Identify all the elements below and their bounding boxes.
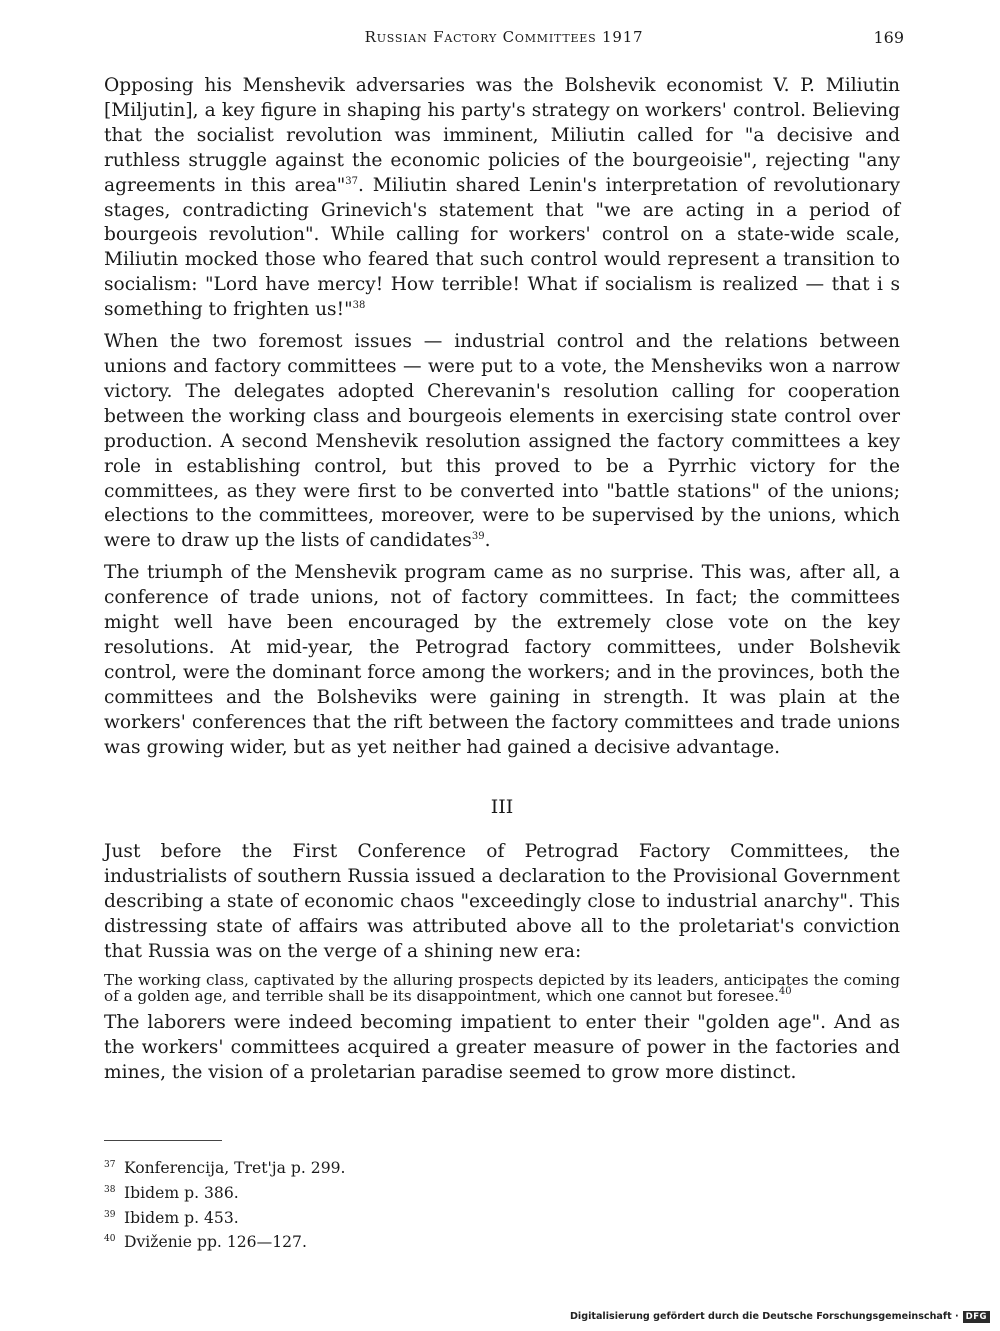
- running-header: [104, 28, 904, 52]
- paragraph-3: The triumph of the Menshevik program came as no surprise. This was, after all, a conference of trade unions, not of factory committees. In fact; the committees might well have been encouraged by the extremely close vote on the key resolutions. At mid-year, the Petrograd factory committees, under Bolshevik control, were the dominant force among the workers; and in the provinces, both the committees and the Bolsheviks were gaining in strength. It was plain at the workers' conferences that the rift between the factory committees and trade unions was growing wider, but as yet neither had gained a decisive advantage.: [104, 562, 900, 758]
- main-text: [104, 74, 900, 1093]
- paragraph-2: [104, 330, 900, 554]
- paragraph-1-text-b: . Miliutin shared Lenin's interpretation of revolutionary stages, contradicting Grinevich's statement that "we are acting in a period of bourgeois revolution". While calling for workers' control on a state-wide scale, Miliutin mocked those who feared that such control would represent a transition to socialism: "Lord have mercy! How terrible! What if socialism is realized — that i s something to frighten us!": [104, 174, 900, 321]
- paragraph-1-text-a: Opposing his Menshevik adversaries was the Bolshevik economist V. P. Miliutin [Miljutin], a key figure in shaping his party's strategy on workers' control. Believing that the socialist revolution was imminent, Miliutin called for "a decisive and ruthless struggle against the economic policies of the bourgeoisie", rejecting "any agreements in this area": [104, 75, 900, 196]
- footnote-text: Konferencija, Tret'ja p. 299.: [124, 1159, 346, 1177]
- paragraph-4: Just before the First Conference of Petrograd Factory Committees, the industrialists of southern Russia issued a declaration to the Provisional Government describing a state of economic chaos "exceedingly close to industrial anarchy". This distressing state of affairs was attributed above all to the proletariat's conviction that Russia was on the verge of a shining new era:: [104, 841, 900, 963]
- footnotes: [104, 1156, 604, 1255]
- paragraph-2-end: .: [484, 530, 491, 552]
- footnote-ref-38: 38: [352, 300, 366, 312]
- footnote-text: Ibidem p. 453.: [124, 1208, 239, 1227]
- footnote: $^{39}$ Ibidem p. 453.: [104, 1208, 239, 1227]
- dfg-logo: DFG: [963, 1311, 990, 1323]
- footnote-text: Dviženie pp. 126—127.: [124, 1233, 307, 1252]
- footnote: $^{40}$ Dviženie pp. 126—127.: [104, 1233, 307, 1252]
- footnote-text: Ibidem p. 386.: [124, 1183, 239, 1202]
- block-quote-text: The working class, captivated by the alluring prospects depicted by its leaders, anticipates the coming of a golden age, and terrible shall be its disappointment, which one cannot but foresee.: [104, 971, 900, 1006]
- footnote-ref-39: 39: [471, 531, 485, 543]
- footnote-rule: [104, 1140, 222, 1141]
- footnote-ref-37: 37: [345, 175, 359, 187]
- paragraph-2-text: When the two foremost issues — industrial control and the relations between unions and factory committees — were put to a vote, the Mensheviks won a narrow victory. The delegates adopted Cherevanin's resolution calling for cooperation between the working class and bourgeois elements in exercising state control over production. A second Menshevik resolution assigned the factory committees a key role in establishing control, but this proved to be a Pyrrhic victory for the committees, as they were first to be converted into "battle stations" of the unions; elections to the committees, moreover, were to be supervised by the unions, which were to draw up the lists of candidates: [104, 331, 900, 552]
- section-heading: III: [490, 796, 514, 819]
- footnote: $^{37}$ Konferencija, Tret'ja p. 299.: [104, 1159, 346, 1177]
- paragraph-1: [104, 74, 900, 323]
- paragraph-5: The laborers were indeed becoming impatient to enter their "golden age". And as the workers' committees acquired a greater measure of power in the factories and mines, the vision of a proletarian paradise seemed to grow more distinct.: [104, 1011, 900, 1083]
- footnote-ref-40: 40: [778, 986, 792, 998]
- block-quote: [104, 972, 900, 1005]
- credit-text: Digitalisierung gefördert durch die Deutsche Forschungsgemeinschaft ·: [569, 1311, 959, 1322]
- footnote: $^{38}$ Ibidem p. 386.: [104, 1183, 239, 1202]
- digitization-credit: [570, 1311, 990, 1323]
- running-title: Russian Factory Committees 1917: [364, 28, 644, 46]
- page-number: 169: [873, 28, 904, 47]
